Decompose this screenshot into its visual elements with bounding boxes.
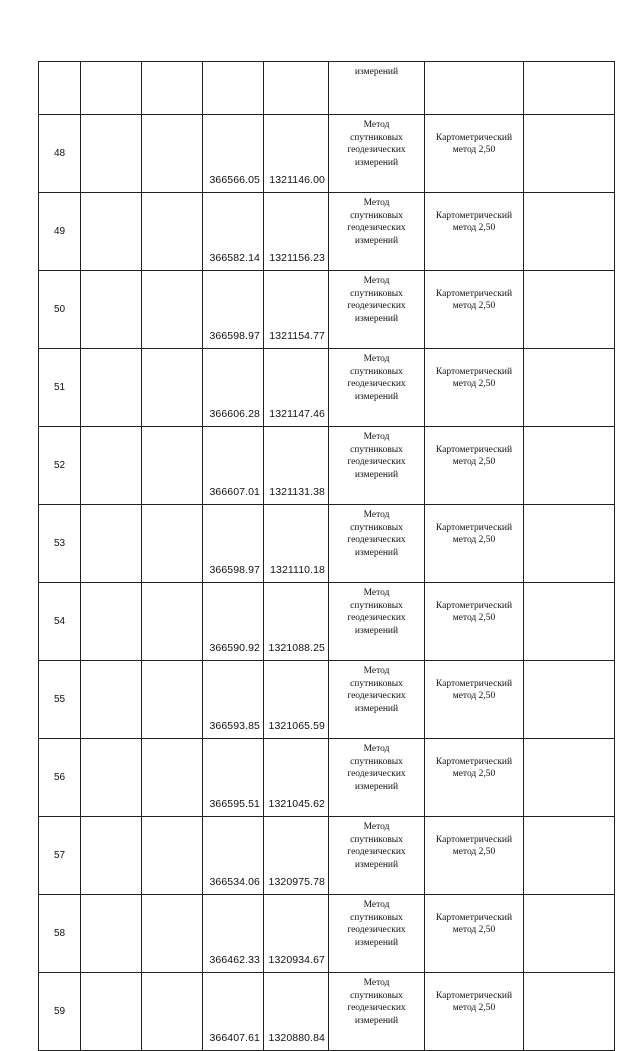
method-line: спутниковых [350,366,403,377]
method-cell [329,817,425,895]
point-number-cell: 56 [39,739,81,817]
point-number-cell: 53 [39,505,81,583]
empty-cell [142,739,203,817]
accuracy-cell [425,817,524,895]
point-number-cell: 51 [39,349,81,427]
method-line: геодезических [347,301,406,311]
method-line: измерений [354,1015,399,1026]
accuracy-cell [425,62,524,115]
method-cell [329,193,425,271]
method-line: геодезических [347,457,406,467]
point-number-cell: 48 [39,115,81,193]
accuracy-cell [425,583,524,661]
empty-cell [142,973,203,1051]
y-coordinate-cell: 1321147.46 [264,349,329,427]
accuracy-line: метод 2,50 [452,847,496,857]
method-line: геодезических [347,691,406,701]
method-line: Метод [363,588,390,598]
accuracy-cell [425,349,524,427]
empty-cell [142,271,203,349]
y-coordinate-cell: 1321110.18 [264,505,329,583]
y-coordinate-cell: 1320934.67 [264,895,329,973]
empty-cell [524,661,615,739]
point-number-cell [39,62,81,115]
accuracy-line: Картометрический [435,367,513,377]
x-coordinate-cell: 366595.51 [203,739,264,817]
y-coordinate-cell: 1321131.38 [264,427,329,505]
method-line: Метод [363,276,390,286]
point-number-cell: 50 [39,271,81,349]
empty-cell [81,817,142,895]
empty-cell [142,817,203,895]
method-line: Метод [363,432,390,442]
y-coordinate-cell: 1320975.78 [264,817,329,895]
empty-cell [524,505,615,583]
method-line: спутниковых [350,756,403,767]
point-number-cell: 52 [39,427,81,505]
x-coordinate-cell: 366534.06 [203,817,264,895]
method-line: геодезических [347,535,406,545]
method-line: спутниковых [350,600,403,611]
empty-cell [81,895,142,973]
method-line: Метод [363,666,390,676]
point-number-cell: 59 [39,973,81,1051]
method-line: геодезических [347,1003,406,1013]
empty-cell [142,505,203,583]
method-line: спутниковых [350,990,403,1001]
table-row [39,427,615,505]
empty-cell [81,583,142,661]
method-cell [329,583,425,661]
method-cell [329,427,425,505]
empty-cell [142,349,203,427]
accuracy-line: Картометрический [435,991,513,1001]
method-line: измерений [354,781,399,792]
accuracy-line: метод 2,50 [452,145,496,155]
method-line: спутниковых [350,522,403,533]
empty-cell [81,973,142,1051]
empty-cell [524,817,615,895]
table-row [39,349,615,427]
method-line: геодезических [347,145,406,155]
empty-cell [81,115,142,193]
accuracy-line: метод 2,50 [452,691,496,701]
empty-cell [142,895,203,973]
method-cell [329,115,425,193]
accuracy-line: метод 2,50 [452,379,496,389]
method-cell [329,349,425,427]
method-line: геодезических [347,613,406,623]
accuracy-line: метод 2,50 [452,1003,496,1013]
point-number-cell: 55 [39,661,81,739]
x-coordinate-cell: 366606.28 [203,349,264,427]
empty-cell [142,62,203,115]
table-row [39,505,615,583]
x-coordinate-cell [203,62,264,115]
empty-cell [524,739,615,817]
y-coordinate-cell: 1321154.77 [264,271,329,349]
method-line: Метод [363,354,390,364]
empty-cell [524,973,615,1051]
empty-cell [142,583,203,661]
table-row [39,973,615,1051]
empty-cell [81,427,142,505]
method-cell [329,739,425,817]
empty-cell [81,62,142,115]
empty-cell [81,505,142,583]
accuracy-line: Картометрический [435,289,513,299]
empty-cell [142,427,203,505]
method-line: Метод [363,510,390,520]
point-number-cell: 57 [39,817,81,895]
accuracy-line: метод 2,50 [452,613,496,623]
empty-cell [81,739,142,817]
accuracy-line: метод 2,50 [452,223,496,233]
empty-cell [81,193,142,271]
x-coordinate-cell: 366598.97 [203,271,264,349]
empty-cell [524,583,615,661]
x-coordinate-cell: 366462.33 [203,895,264,973]
table-row [39,115,615,193]
method-cell [329,661,425,739]
method-cell [329,505,425,583]
accuracy-line: метод 2,50 [452,301,496,311]
x-coordinate-cell: 366598.97 [203,505,264,583]
table-row [39,739,615,817]
method-line: Метод [363,744,390,754]
method-line: измерений [354,703,399,714]
method-line: геодезических [347,847,406,857]
coordinates-table [38,61,615,1051]
empty-cell [81,349,142,427]
empty-cell [524,62,615,115]
accuracy-line: метод 2,50 [452,535,496,545]
empty-cell [524,895,615,973]
empty-cell [524,427,615,505]
empty-cell [524,115,615,193]
accuracy-line: Картометрический [435,445,513,455]
empty-cell [142,661,203,739]
point-number-cell: 58 [39,895,81,973]
accuracy-line: метод 2,50 [452,925,496,935]
accuracy-line: Картометрический [435,679,513,689]
accuracy-cell [425,739,524,817]
empty-cell [142,115,203,193]
x-coordinate-cell: 366590.92 [203,583,264,661]
table-row [39,817,615,895]
accuracy-line: Картометрический [435,523,513,533]
method-line: измерений [354,625,399,636]
method-line: Метод [363,978,390,988]
method-line: Метод [363,822,390,832]
accuracy-cell [425,895,524,973]
method-line: геодезических [347,379,406,389]
method-line: измерений [354,157,399,168]
x-coordinate-cell: 366582.14 [203,193,264,271]
accuracy-line: Картометрический [435,133,513,143]
empty-cell [142,193,203,271]
method-line: измерений [354,547,399,558]
table-row [39,661,615,739]
method-line: спутниковых [350,912,403,923]
accuracy-cell [425,505,524,583]
method-line: геодезических [347,925,406,935]
x-coordinate-cell: 366407.61 [203,973,264,1051]
y-coordinate-cell: 1321045.62 [264,739,329,817]
empty-cell [81,271,142,349]
y-coordinate-cell: 1321065.59 [264,661,329,739]
method-line: измерений [354,937,399,948]
accuracy-cell [425,193,524,271]
method-cell [329,62,425,115]
method-cell [329,895,425,973]
accuracy-line: Картометрический [435,913,513,923]
method-line: измерений [354,313,399,324]
method-line: измерений [354,469,399,480]
method-line: измерений [354,67,399,77]
empty-cell [524,349,615,427]
accuracy-cell [425,661,524,739]
accuracy-line: Картометрический [435,211,513,221]
method-line: измерений [354,235,399,246]
accuracy-cell [425,427,524,505]
table-row [39,583,615,661]
accuracy-cell [425,973,524,1051]
method-line: спутниковых [350,288,403,299]
table-row [39,271,615,349]
method-cell [329,973,425,1051]
accuracy-line: Картометрический [435,835,513,845]
table-row [39,895,615,973]
accuracy-line: метод 2,50 [452,457,496,467]
x-coordinate-cell: 366607.01 [203,427,264,505]
method-line: спутниковых [350,132,403,143]
method-line: спутниковых [350,834,403,845]
y-coordinate-cell: 1321088.25 [264,583,329,661]
y-coordinate-cell [264,62,329,115]
method-line: Метод [363,120,390,130]
point-number-cell: 54 [39,583,81,661]
method-line: измерений [354,859,399,870]
method-line: геодезических [347,223,406,233]
method-line: Метод [363,900,390,910]
x-coordinate-cell: 366593.85 [203,661,264,739]
y-coordinate-cell: 1320880.84 [264,973,329,1051]
accuracy-line: метод 2,50 [452,769,496,779]
accuracy-cell [425,115,524,193]
method-line: измерений [354,391,399,402]
method-line: Метод [363,198,390,208]
accuracy-cell [425,271,524,349]
point-number-cell: 49 [39,193,81,271]
accuracy-line: Картометрический [435,601,513,611]
y-coordinate-cell: 1321156.23 [264,193,329,271]
empty-cell [81,661,142,739]
method-line: спутниковых [350,678,403,689]
method-line: спутниковых [350,444,403,455]
table-row-continued [39,62,615,115]
table-row [39,193,615,271]
x-coordinate-cell: 366566.05 [203,115,264,193]
method-line: геодезических [347,769,406,779]
empty-cell [524,271,615,349]
method-cell [329,271,425,349]
accuracy-line: Картометрический [435,757,513,767]
method-line: спутниковых [350,210,403,221]
empty-cell [524,193,615,271]
y-coordinate-cell: 1321146.00 [264,115,329,193]
table-body [39,62,615,1051]
